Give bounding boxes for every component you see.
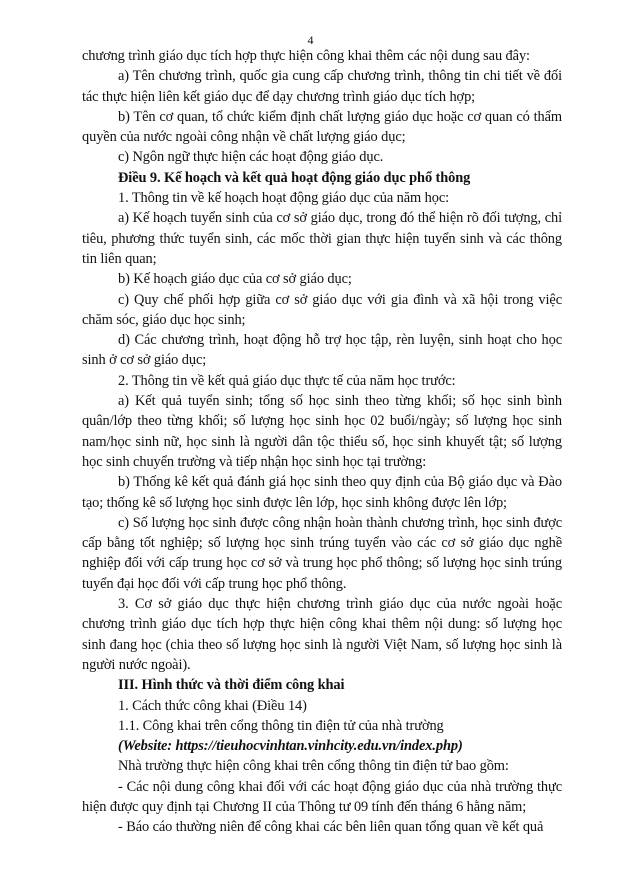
paragraph-item-b-accreditation: b) Tên cơ quan, tổ chức kiểm định chất lượng giáo dục hoặc cơ quan có thẩm quyền của nước ngoài công nhận về chất lượng giáo dục;	[82, 108, 562, 146]
page-number: 4	[307, 33, 314, 47]
paragraph-integrated-program-intro: chương trình giáo dục tích hợp thực hiện công khai thêm các nội dung sau đây:	[82, 48, 530, 64]
paragraph-item-a-program-name: a) Tên chương trình, quốc gia cung cấp chương trình, thông tin chi tiết về đối tác thực hiện liên kết giáo dục để dạy chương trình giáo dục tích hợp;	[82, 68, 562, 105]
document-body	[82, 46, 562, 838]
paragraph-website-publication: 1.1. Công khai trên cổng thông tin điện tử của nhà trường	[118, 717, 444, 734]
paragraph-website-contents: Nhà trường thực hiện công khai trên cổng thông tin điện tử bao gồm:	[118, 758, 509, 775]
paragraph-method: 1. Cách thức công khai (Điều 14)	[118, 697, 307, 714]
paragraph-results-item-a: a) Kết quả tuyển sinh; tổng số học sinh theo từng khối; số học sinh bình quân/lớp theo từng khối; số lượng học sinh học 02 buổi/ngày; số lượng học sinh nam/học sinh nữ, học sinh là người dân tộc thiểu số, học sinh khuyết tật; số lượng học sinh chuyển trường và tiếp nhận học sinh học tại trường:	[82, 393, 562, 470]
section-iii-heading: III. Hình thức và thời điểm công khai	[118, 677, 345, 694]
paragraph-bullet-annual-report: - Báo cáo thường niên để công khai các bên liên quan tổng quan về kết quả	[118, 819, 544, 836]
paragraph-plan-item-b: b) Kế hoạch giáo dục của cơ sở giáo dục;	[118, 271, 352, 288]
paragraph-plan-item-c: c) Quy chế phối hợp giữa cơ sở giáo dục với gia đình và xã hội trong việc chăm sóc, giáo dục học sinh;	[82, 291, 562, 328]
paragraph-plan-info: 1. Thông tin về kế hoạch hoạt động giáo dục của năm học:	[118, 190, 450, 207]
paragraph-plan-item-d: d) Các chương trình, hoạt động hỗ trợ học tập, rèn luyện, sinh hoạt cho học sinh ở cơ sở giáo dục;	[82, 332, 562, 369]
paragraph-plan-item-a: a) Kế hoạch tuyển sinh của cơ sở giáo dục, trong đó thể hiện rõ đối tượng, chỉ tiêu, phương thức tuyển sinh, các mốc thời gian thực hiện tuyển sinh và các thông tin liên quan;	[82, 210, 562, 267]
paragraph-bullet-activities: - Các nội dung công khai đối với các hoạt động giáo dục của nhà trường thực hiện được quy định tại Chương II của Thông tư 09 tính đến tháng 6 hằng năm;	[82, 778, 562, 815]
article-9-heading: Điều 9. Kế hoạch và kết quả hoạt động giáo dục phổ thông	[118, 169, 471, 186]
paragraph-results-info: 2. Thông tin về kết quả giáo dục thực tế của năm học trước:	[118, 372, 456, 389]
paragraph-results-item-b: b) Thống kê kết quả đánh giá học sinh theo quy định của Bộ giáo dục và Đào tạo; thống kê số lượng học sinh được lên lớp, học sinh không được lên lớp;	[82, 474, 562, 511]
paragraph-results-item-c: c) Số lượng học sinh được công nhận hoàn thành chương trình, học sinh được cấp bằng tốt nghiệp; số lượng học sinh trúng tuyển vào các cơ sở giáo dục nghề nghiệp đối với cấp trung học cơ sở và trung học phổ thông; số lượng học sinh trúng tuyển đại học đối với cấp trung học phổ thông.	[82, 514, 562, 592]
paragraph-item-c-language: c) Ngôn ngữ thực hiện các hoạt động giáo dục.	[118, 149, 384, 166]
website-link: (Website: https://tieuhocvinhtan.vinhcity.edu.vn/index.php)	[118, 738, 463, 755]
paragraph-foreign-program: 3. Cơ sở giáo dục thực hiện chương trình giáo dục của nước ngoài hoặc chương trình giáo dục tích hợp thực hiện công khai thêm nội dung: số lượng học sinh đang học (chia theo số lượng học sinh là người Việt Nam, số lượng học sinh là người nước ngoài).	[82, 596, 562, 673]
